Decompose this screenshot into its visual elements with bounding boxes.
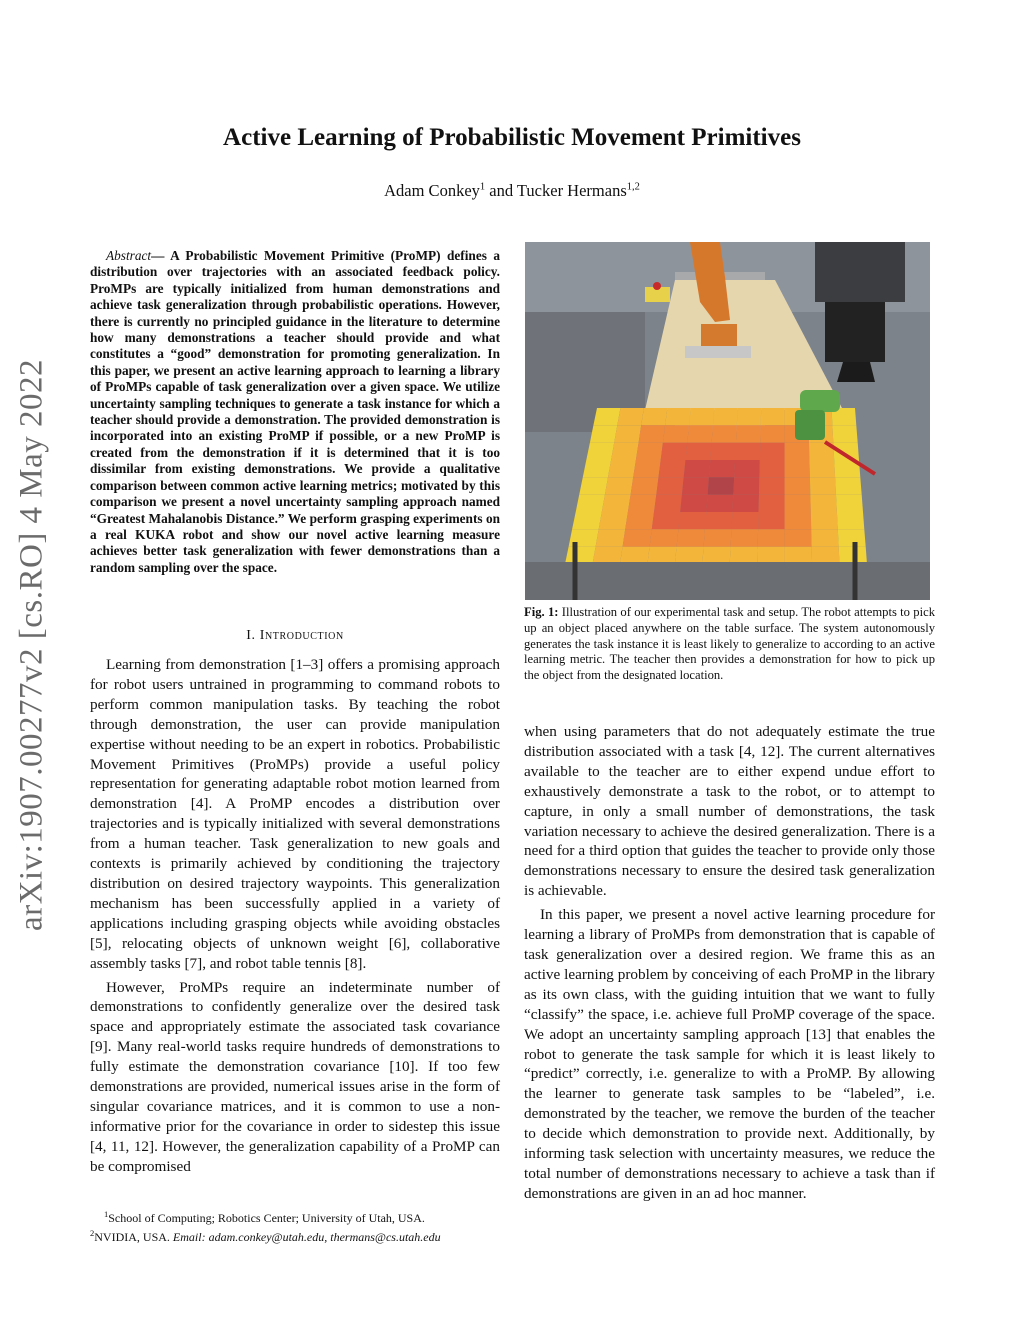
- heatmap-cell: [636, 443, 663, 460]
- heatmap-cell: [760, 425, 784, 442]
- author-line: [0, 181, 1024, 201]
- heatmap-cell: [628, 495, 656, 512]
- heatmap-cell: [590, 425, 617, 442]
- heatmap-cell: [689, 408, 714, 425]
- paper-title: Active Learning of Probabilistic Movement Primitives: [223, 124, 801, 151]
- heatmap-cell: [837, 512, 864, 529]
- heatmap-cell: [652, 512, 680, 529]
- heatmap-cell: [650, 529, 679, 546]
- heatmap-cell: [706, 495, 733, 512]
- heatmap-cell: [810, 477, 836, 494]
- abstract-label: Abstract: [106, 248, 152, 263]
- heatmap-cell: [704, 529, 732, 546]
- heatmap-cell: [565, 547, 596, 564]
- heatmap-cell: [641, 408, 667, 425]
- abstract-dash: —: [151, 248, 171, 263]
- heatmap-cell: [682, 477, 709, 494]
- caption-text: Illustration of our experimental task and setup. The robot attempts to pick up an object placed anywhere on the table surface. The system autonomously generates the task instance it is least likely to generalize to according to an active learning metric. The teacher then provides a demonstration for how to pick up the object from the designated location.: [524, 605, 935, 683]
- heatmap-cell: [583, 460, 611, 477]
- heatmap-cell: [596, 529, 626, 546]
- heatmap-cell: [759, 460, 784, 477]
- section-number: I.: [246, 628, 260, 643]
- abstract-text: A Probabilistic Movement Primitive (ProMP) defines a distribution over trajectories with an associated feedback policy. ProMPs are typically initialized from human demonstrations and achieve task generalization through probabilistic operations. However, there is currently no principled guidance in the literature to determine how many demonstrations a teacher should provide and what constitutes a “good” demonstration for promoting generalization. In this paper, we present an active learning approach to learning a library of ProMPs capable of task generalization over a given space. We utilize uncertainty sampling techniques to generate a task instance for which a teacher should provide a demonstration. The provided demonstration is incorporated into an existing ProMP if possible, or a new ProMP is created from the demonstration if it is determined that it is too dissimilar from existing demonstrations. We provide a qualitative comparison between common active learning metrics; motivated by this comparison we present a novel uncertainty sampling approach named “Greatest Mahalanobis Distance.” We perform grasping experiments on a real KUKA robot and show our novel active learning measure achieves better task generalization with fewer demonstrations than a random sampling over the space.: [90, 248, 500, 575]
- heatmap-cell: [812, 547, 840, 564]
- heatmap-cell: [710, 443, 736, 460]
- heatmap-cell: [684, 460, 711, 477]
- heatmap-cell: [809, 460, 835, 477]
- footnote-email: Email: adam.conkey@utah.edu, thermans@cs.utah.edu: [172, 1230, 441, 1244]
- introduction-body: [90, 655, 500, 1181]
- paragraph: However, ProMPs require an indeterminate number of demonstrations to confidently generalize over the desired task space and appropriately estimate the associated task covariance [9]. Many real-world tasks require hundreds of demonstrations to fully estimate the demonstration covariance [10]. If too few demonstrations are provided, numerical issues arise in the form of singular covariance matrices, and it is common to use a non-informative prior for the covariance in order to sidestep this issue [4, 11, 12]. However, the generalization capability of a ProMP can be compromised: [90, 978, 500, 1175]
- heatmap-cell: [810, 495, 837, 512]
- heatmap-cell: [757, 547, 784, 564]
- heatmap-cell: [811, 512, 838, 529]
- heatmap-cell: [579, 477, 608, 494]
- figure-caption: [524, 605, 935, 684]
- heatmap-cell: [811, 529, 839, 546]
- heatmap-cell: [735, 443, 760, 460]
- heatmap-cell: [737, 408, 761, 425]
- heatmap-cell: [617, 408, 644, 425]
- heatmap-cell: [785, 477, 811, 494]
- heatmap-cell: [599, 512, 628, 529]
- heatmap-cell: [785, 495, 811, 512]
- author-conjunction: and: [485, 181, 517, 200]
- heatmap-cell: [633, 460, 661, 477]
- heatmap-cell: [654, 495, 682, 512]
- heatmap-cell: [593, 547, 623, 564]
- heatmap-cell: [708, 477, 735, 494]
- figure-robot-setup-photo: [525, 242, 930, 600]
- heatmap-cell: [611, 443, 639, 460]
- footnote-mark: 1: [104, 1209, 109, 1219]
- arxiv-identifier: [12, 345, 52, 945]
- heatmap-cell: [593, 408, 620, 425]
- heatmap-cell: [705, 512, 733, 529]
- heatmap-cell: [832, 425, 857, 442]
- heatmap-cell: [602, 495, 631, 512]
- figure-label: Fig. 1:: [524, 605, 559, 619]
- heatmap-cell: [785, 443, 810, 460]
- right-column-body: [524, 722, 935, 1208]
- heatmap-cell: [631, 477, 659, 494]
- footnote: [90, 1207, 500, 1245]
- heatmap-cell: [713, 408, 738, 425]
- heatmap-cell: [608, 460, 636, 477]
- footnote-affiliation: NVIDIA, USA.: [94, 1230, 173, 1244]
- heatmap-cell: [759, 495, 785, 512]
- heatmap-cell: [625, 512, 654, 529]
- heatmap-cell: [836, 495, 863, 512]
- affiliation-mark: 1,2: [626, 181, 640, 193]
- heatmap-cell: [761, 408, 785, 425]
- heatmap-cell: [586, 443, 614, 460]
- heatmap-cell: [758, 512, 785, 529]
- heatmap-cell: [785, 547, 813, 564]
- heatmap-cell: [677, 529, 705, 546]
- heatmap-cell: [620, 547, 650, 564]
- heatmap-cell: [663, 425, 689, 442]
- heatmap-cell: [678, 512, 706, 529]
- author-name: Tucker Hermans: [516, 181, 627, 200]
- heatmap-cell: [835, 477, 862, 494]
- heatmap-cell: [736, 425, 761, 442]
- heatmap-cell: [734, 460, 760, 477]
- heatmap-cell: [702, 547, 730, 564]
- heatmap-cell: [709, 460, 735, 477]
- heatmap-cell: [733, 477, 759, 494]
- footnote-mark: 2: [90, 1228, 95, 1238]
- robot-setup-illustration: [525, 242, 930, 600]
- heatmap-cell: [576, 495, 605, 512]
- heatmap-cell: [686, 443, 712, 460]
- paragraph: In this paper, we present a novel active learning procedure for learning a library of ProMPs from demonstration that is capable of task generalization over a desired region. We frame this as an active learning problem by conceiving of each ProMP in the library as its own class, with the guiding intuition that we want to fully “classify” the space, i.e. achieve full ProMP coverage of the space. We adopt an uncertainty sampling approach [13] that enables the robot to generate the task sample for which it is least likely to “predict” correctly, i.e. generalize to with a ProMP. By allowing the learner to generate task samples to be “labeled”, i.e. demonstrated by the teacher, we remove the burden of the teacher to decide which demonstration to provide next. Additionally, by informing task selection with uncertainty measures, we reduce the total number of demonstrations necessary to achieve a task than if demonstrations are given in an ad hoc manner.: [524, 906, 935, 1202]
- heatmap-cell: [732, 512, 759, 529]
- heatmap-cell: [732, 495, 759, 512]
- footnote-affiliation: School of Computing; Robotics Center; University of Utah, USA.: [108, 1211, 425, 1225]
- paragraph: Learning from demonstration [1–3] offers a promising approach for robot users untrained in programming to command robots to perform common manipulation tasks. By teaching the robot through demonstration, the user can provide manipulation expertise without needing to be an expert in robotics. Probabilistic Movement Primitives (ProMPs) provide a useful policy representation for generating adaptable robot motion learned from demonstration [4]. A ProMP encodes a distribution over trajectories and is typically initialized with several demonstrations from a human teacher. Task generalization to new goals and contexts is primarily achieved by conditioning the trajectory distribution on desired trajectory waypoints. This generalization mechanism has been successfully applied in a variety of applications including grasping objects while avoiding obstacles [5], relocating objects of unknown weight [6], collaborative assembly tasks [7], and robot table tennis [8].: [90, 656, 500, 972]
- heatmap-cell: [758, 529, 785, 546]
- heatmap-cell: [712, 425, 737, 442]
- heatmap-cell: [661, 443, 688, 460]
- heatmap-cell: [572, 512, 602, 529]
- heatmap-cell: [785, 529, 812, 546]
- abstract: [90, 248, 500, 576]
- paragraph: when using parameters that do not adequately estimate the true distribution associated with a task [4, 12]. The current alternatives available to the teacher are to either expend undue effort to exhaustively demonstrate a task to the robot, or to attempt to capture, in only a small number of demonstrations, the task variation necessary to achieve the desired generalization. There is a need for a third option that guides the teacher to provide only those demonstrations necessary to ensure the desired task generalization is achievable.: [524, 723, 935, 900]
- heatmap-cell: [639, 425, 666, 442]
- heatmap-cell: [623, 529, 652, 546]
- heatmap-cell: [656, 477, 683, 494]
- author-name: Adam Conkey: [384, 181, 480, 200]
- heatmap-cell: [614, 425, 641, 442]
- heatmap-cell: [731, 529, 759, 546]
- heatmap-cell: [759, 477, 785, 494]
- heatmap-cell: [680, 495, 707, 512]
- affiliation-mark: 1: [479, 181, 486, 193]
- section-title: Introduction: [259, 628, 344, 643]
- heatmap-cell: [785, 460, 810, 477]
- heatmap-cell: [647, 547, 676, 564]
- heatmap-cell: [730, 547, 758, 564]
- heatmap-cell: [838, 529, 866, 546]
- heatmap-cell: [659, 460, 686, 477]
- heatmap-cell: [605, 477, 633, 494]
- heatmap-cell: [687, 425, 713, 442]
- heatmap-cell: [675, 547, 704, 564]
- heatmap-cell: [785, 512, 812, 529]
- arxiv-id-text: arXiv:1907.00277v2 [cs.RO] 4 May 2022: [13, 358, 50, 932]
- heatmap-cell: [665, 408, 691, 425]
- section-heading-introduction: [90, 628, 500, 644]
- heatmap-cell: [760, 443, 785, 460]
